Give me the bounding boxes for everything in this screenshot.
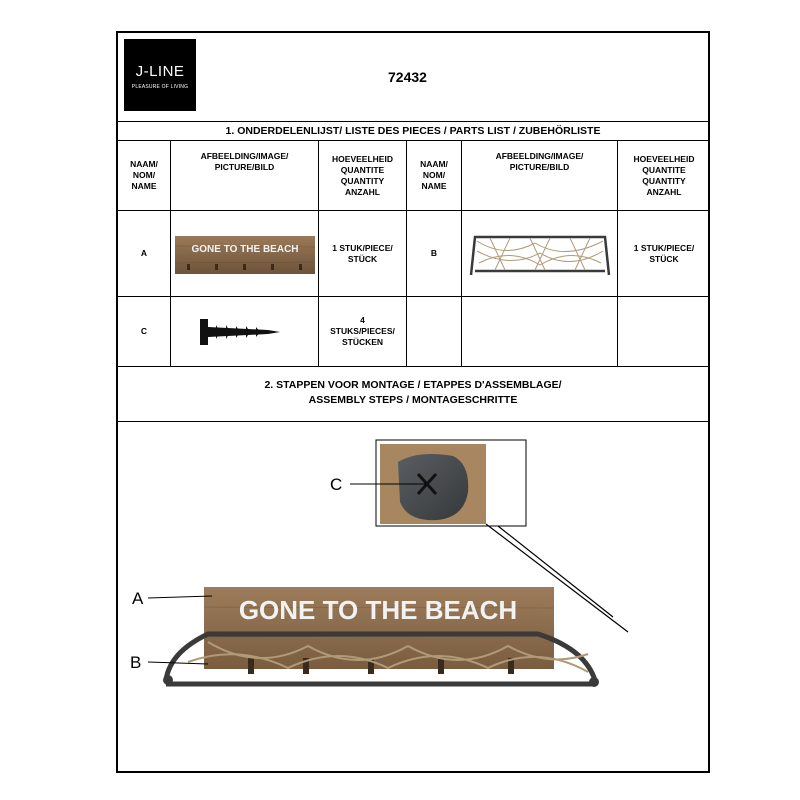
- divider: [118, 366, 708, 367]
- label-b: B: [130, 653, 142, 672]
- quantity-text: 4: [360, 315, 365, 325]
- header-name-right: [407, 141, 461, 210]
- assembly-steps-title: [118, 378, 708, 408]
- header-text: AFBEELDING/IMAGE/: [495, 151, 584, 161]
- part-a-quantity: [319, 211, 406, 296]
- logo-tagline: PLEASURE OF LIVING: [131, 84, 189, 90]
- header-text: NAAM/: [130, 159, 158, 169]
- header-text: NAAM/: [420, 159, 448, 169]
- quantity-text: STÜCK: [649, 253, 679, 264]
- header-picture-left: [171, 141, 318, 183]
- part-id-a: A: [140, 248, 148, 258]
- header-text: PICTURE/BILD: [509, 162, 570, 172]
- screw-icon: [198, 317, 282, 347]
- part-b-quantity: [618, 211, 710, 296]
- j-line-logo: [124, 39, 196, 111]
- quantity-text: STUKS/PIECES/: [330, 326, 395, 336]
- header-text: PICTURE/BILD: [214, 162, 275, 172]
- header-text: AFBEELDING/IMAGE/: [200, 151, 289, 161]
- label-c: C: [330, 475, 343, 494]
- quantity-text: STÜCKEN: [341, 337, 384, 347]
- header-text: ANZAHL: [345, 186, 380, 197]
- pointer-line-b: [148, 662, 208, 664]
- sign-text: GONE TO THE BEACH: [191, 244, 299, 255]
- header-text: NOM/: [132, 170, 156, 180]
- assembly-illustration: [118, 422, 708, 772]
- quantity-text: 1 STUK/PIECE/: [332, 242, 393, 253]
- board-sign-text: GONE TO THE BEACH: [238, 595, 518, 625]
- header-text: HOEVEELHEID: [633, 153, 695, 164]
- quantity-text: STÜCK: [347, 253, 378, 264]
- header-text: QUANTITY: [340, 175, 385, 186]
- assembly-title-line: ASSEMBLY STEPS / MONTAGESCHRITTE: [308, 394, 518, 406]
- header-name-left: [118, 141, 170, 210]
- header-text: HOEVEELHEID: [332, 153, 393, 164]
- assembly-title-line: 2. STAPPEN VOOR MONTAGE / ETAPPES D'ASSEMBLAGE/: [264, 379, 562, 391]
- part-a-image: [175, 236, 315, 276]
- part-id-c: C: [140, 326, 148, 336]
- detail-screw-head: [398, 454, 468, 520]
- header-quantity-left: [319, 141, 406, 210]
- divider: [118, 296, 708, 297]
- part-b-image: [465, 229, 615, 279]
- rope-net: [477, 238, 603, 270]
- header-text: QUANTITY: [642, 175, 686, 186]
- header-text: NAME: [131, 181, 157, 191]
- header-text: NOM/: [422, 170, 446, 180]
- assembly-sheet: [116, 31, 710, 773]
- product-number: 72432: [388, 69, 427, 85]
- header-picture-right: [462, 141, 617, 183]
- header-text: NAME: [421, 181, 447, 191]
- parts-list-title: 1. ONDERDELENLIJST/ LISTE DES PIECES / PARTS LIST / ZUBEHÖRLISTE: [225, 125, 601, 137]
- header-text: QUANTITE: [340, 164, 385, 175]
- header-text: ANZAHL: [646, 186, 682, 197]
- label-a: A: [132, 589, 144, 608]
- part-c-quantity: [319, 297, 406, 366]
- header-quantity-right: [618, 141, 710, 210]
- logo-brand: J-LINE: [135, 63, 185, 80]
- header-text: QUANTITE: [642, 164, 686, 175]
- quantity-text: 1 STUK/PIECE/: [633, 242, 695, 253]
- divider: [118, 121, 708, 122]
- part-id-b: B: [430, 248, 438, 258]
- pointer-line-a: [148, 596, 212, 598]
